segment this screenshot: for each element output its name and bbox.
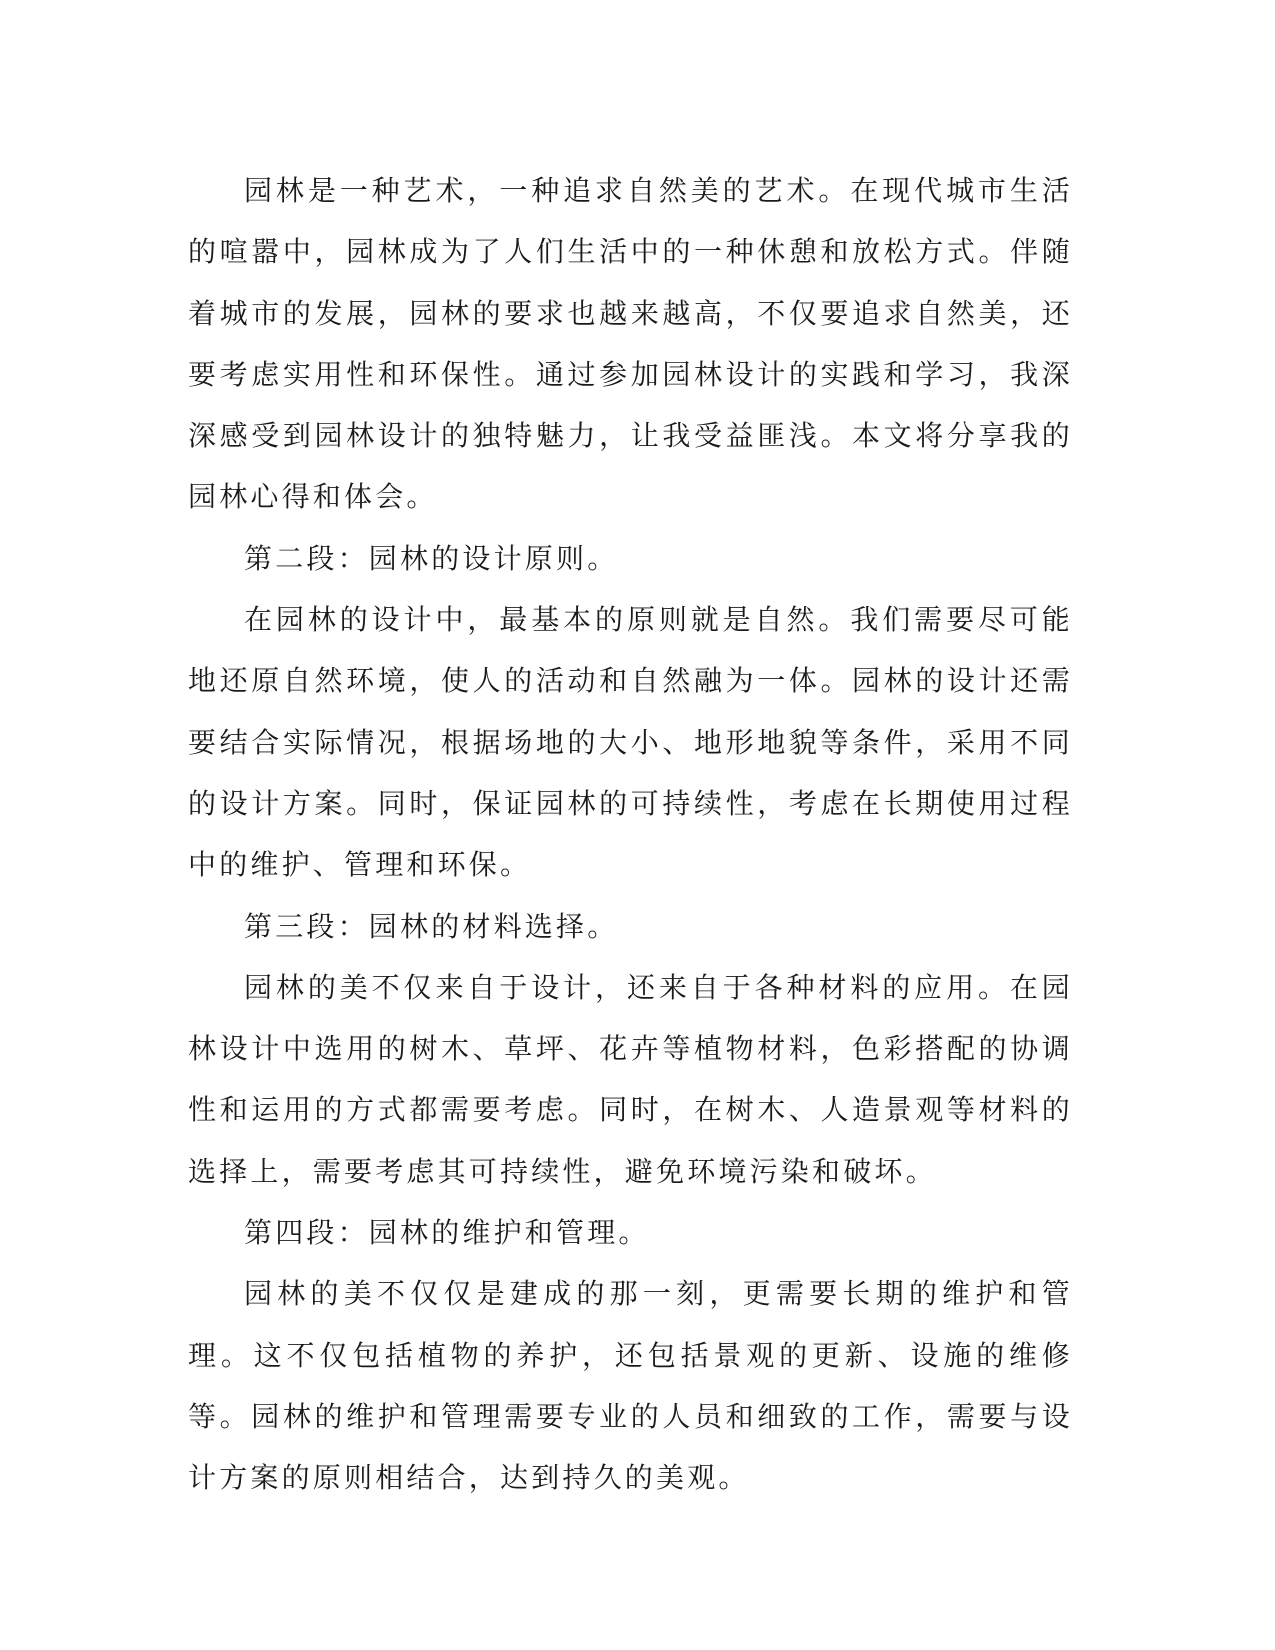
material-selection-paragraph: 园林的美不仅来自于设计，还来自于各种材料的应用。在园林设计中选用的树木、草坪、花卉等植物材料，色彩搭配的协调性和运用的方式都需要考虑。同时，在树木、人造景观等材料的选择上，需要考虑其可持续性，避免环境污染和破坏。 [188, 970, 1073, 1188]
document-page [188, 160, 1073, 1509]
intro-paragraph: 园林是一种艺术，一种追求自然美的艺术。在现代城市生活的喧嚣中，园林成为了人们生活中的一种休憩和放松方式。伴随着城市的发展，园林的要求也越来越高，不仅要追求自然美，还要考虑实用性和环保性。通过参加园林设计的实践和学习，我深深感受到园林设计的独特魅力，让我受益匪浅。本文将分享我的园林心得和体会。 [188, 174, 1073, 514]
design-principles-paragraph: 在园林的设计中，最基本的原则就是自然。我们需要尽可能地还原自然环境，使人的活动和自然融为一体。园林的设计还需要结合实际情况，根据场地的大小、地形地貌等条件，采用不同的设计方案。同时，保证园林的可持续性，考虑在长期使用过程中的维护、管理和环保。 [188, 603, 1073, 882]
maintenance-paragraph: 园林的美不仅仅是建成的那一刻，更需要长期的维护和管理。这不仅包括植物的养护，还包括景观的更新、设施的维修等。园林的维护和管理需要专业的人员和细致的工作，需要与设计方案的原则相结合，达到持久的美观。 [188, 1277, 1073, 1495]
section-heading-3: 第三段：园林的材料选择。 [244, 909, 619, 943]
section-heading-4: 第四段：园林的维护和管理。 [244, 1216, 650, 1250]
section-heading-2: 第二段：园林的设计原则。 [244, 541, 619, 575]
